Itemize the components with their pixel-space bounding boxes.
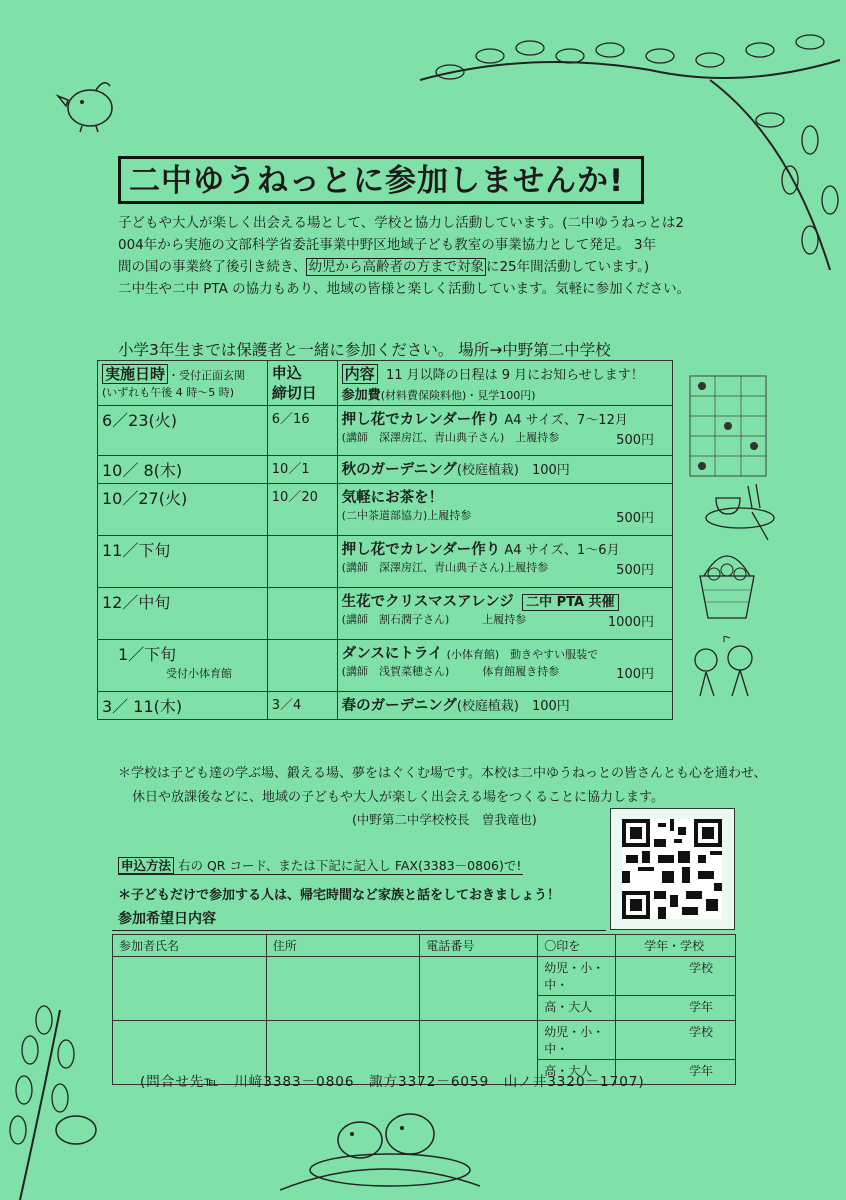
deadline-header-label: 申込 — [271, 364, 302, 382]
form-header: 住所 — [266, 935, 420, 957]
event-date: 1／下旬 — [118, 645, 177, 664]
date-header-label: 実施日時 — [102, 364, 168, 384]
circle-options[interactable]: 幼児・小・中・ — [538, 957, 616, 996]
date-header-cell — [98, 361, 268, 406]
form-row — [113, 957, 736, 996]
phone-field[interactable] — [420, 957, 538, 1021]
deadline-header-label: 締切日 — [271, 384, 317, 402]
principal-message — [118, 762, 767, 810]
fee-header-note: (材料費保険料他)・見学100円) — [380, 389, 536, 402]
application-method-text: 右の QR コード、または下記に記入し FAX(3383－0806)で! — [178, 858, 522, 873]
grade-field[interactable]: 学年 — [616, 1060, 736, 1085]
event-detail: (講師 割石潤子さん) 上履持参 — [341, 613, 527, 626]
content-header-cell — [337, 361, 672, 406]
event-date: 6／23(火) — [102, 411, 178, 430]
principal-signature: (中野第二中学校校長 曽我竜也) — [352, 812, 537, 827]
table-row — [98, 588, 673, 640]
qr-code[interactable] — [610, 808, 735, 930]
event-date: 3／ 11(木) — [102, 697, 183, 716]
event-title: 春のガーデニング — [341, 698, 457, 714]
intro-line: 004年から実施の文部科学省委託事業中野区地域子ども教室の事業協力として発足。 3年 — [118, 237, 657, 253]
event-title: 押し花でカレンダー作り — [341, 542, 501, 558]
calendar-illustration — [686, 372, 770, 482]
form-header: 〇印を — [538, 935, 616, 957]
table-row — [98, 692, 673, 720]
flower-basket-illustration — [690, 540, 764, 622]
intro-line: 二中生や二中 PTA の協力もあり、地域の皆様と楽しく活動しています。気軽に参加ください。 — [118, 281, 691, 297]
time-note: (いずれも午後 4 時～5 時) — [102, 386, 235, 399]
intro-text: 間の国の事業終了後引き続き、 — [118, 259, 307, 275]
event-extra: A4 サイズ、7～12月 — [504, 413, 628, 428]
intro-line — [118, 256, 728, 278]
event-date-note: 受付小体育館 — [166, 667, 232, 680]
message-line: ＊学校は子ども達の学ぶ場、鍛える場、夢をはぐくむ場です。本校は二中ゆうねっとの皆さんとも心を通わせ、 — [118, 766, 767, 781]
pta-cohost-badge: 二中 PTA 共催 — [522, 594, 619, 611]
bird-illustration-top-left — [52, 72, 122, 134]
event-deadline: 10／1 — [271, 462, 310, 477]
schedule-header-row — [98, 361, 673, 406]
event-date: 10／27(火) — [102, 489, 188, 508]
event-date: 11／下旬 — [102, 541, 171, 560]
event-title: 気軽にお茶を！ — [341, 490, 444, 506]
form-header: 電話番号 — [420, 935, 538, 957]
event-price: 100円 — [616, 667, 654, 682]
form-header: 参加者氏名 — [113, 935, 267, 957]
form-header: 学年・学校 — [616, 935, 736, 957]
application-form-table — [112, 934, 736, 1085]
event-deadline: 3／4 — [271, 698, 302, 713]
event-detail: (講師 深澤房江、青山典子さん)上履持参 — [341, 561, 549, 574]
birds-nest-illustration — [280, 1090, 480, 1200]
event-price: 500円 — [616, 433, 654, 448]
name-field[interactable] — [113, 957, 267, 1021]
form-header-row — [113, 935, 736, 957]
event-date: 12／中旬 — [102, 593, 171, 612]
event-deadline: 6／16 — [271, 412, 310, 427]
schedule-table — [97, 360, 673, 720]
contact-info: (問合せ先℡ 川﨑3383－0806 諏方3372－6059 山ノ井3320－1707) — [140, 1074, 645, 1090]
intro-text: に25年間活動しています。) — [485, 259, 650, 275]
message-line: 休日や放課後などに、地域の子どもや大人が楽しく出会える場をつくることに協力します。 — [132, 790, 664, 805]
event-extra: (校庭植栽) 100円 — [456, 699, 570, 714]
application-method-label: 申込方法 — [118, 857, 174, 874]
school-field[interactable]: 学校 — [616, 957, 736, 996]
event-title: 生花でクリスマスアレンジ — [341, 594, 514, 610]
table-row — [98, 456, 673, 484]
circle-options[interactable]: 幼児・小・中・ — [538, 1021, 616, 1060]
table-row — [98, 484, 673, 536]
content-header-note: 11 月以降の日程は 9 月にお知らせします！ — [385, 368, 644, 383]
fee-header-label: 参加費 — [341, 388, 381, 403]
event-title: 押し花でカレンダー作り — [341, 412, 501, 428]
intro-highlight: 幼児から高齢者の方まで対象 — [308, 259, 484, 275]
deadline-header-cell — [267, 361, 337, 406]
table-row — [98, 406, 673, 456]
wish-title: 参加希望日内容 — [118, 911, 216, 927]
event-price: 500円 — [616, 511, 654, 526]
event-extra: A4 サイズ、1～6月 — [504, 543, 620, 558]
content-header-label: 内容 — [342, 364, 378, 384]
event-title: 秋のガーデニング — [341, 462, 457, 478]
form-row — [113, 1021, 736, 1060]
event-extra: (校庭植栽) 100円 — [456, 463, 570, 478]
dancing-kids-illustration — [684, 636, 764, 702]
event-detail: (二中茶道部協力)上履持参 — [341, 509, 472, 522]
school-field[interactable]: 学校 — [616, 1021, 736, 1060]
event-deadline: 10／20 — [271, 490, 318, 505]
date-header-note: ・受付正面玄関 — [168, 369, 246, 382]
event-price: 1000円 — [607, 615, 654, 630]
wish-divider — [112, 930, 606, 931]
circle-options[interactable]: 高・大人 — [538, 1060, 616, 1085]
grade-field[interactable]: 学年 — [616, 996, 736, 1021]
application-method — [118, 856, 523, 875]
circle-options[interactable]: 高・大人 — [538, 996, 616, 1021]
leafy-branch-bottom-left — [0, 990, 130, 1200]
event-price: 500円 — [616, 563, 654, 578]
address-field[interactable] — [266, 957, 420, 1021]
event-detail: (講師 浅賀菜穂さん) 体育館履き持参 — [341, 665, 560, 678]
event-date: 10／ 8(木) — [102, 461, 183, 480]
qr-code-image — [621, 819, 723, 919]
intro-line: 子どもや大人が楽しく出会える場として、学校と協力し活動しています。(二中ゆうねっとは2 — [118, 215, 685, 231]
event-extra: (小体育館) 動きやすい服装で — [446, 648, 599, 661]
table-row — [98, 536, 673, 588]
kids-note: ＊子どもだけで参加する人は、帰宅時間など家族と話をしておきましょう！ — [118, 888, 561, 903]
participation-note: 小学3年生までは保護者と一緒に参加ください。 場所→中野第二中学校 — [118, 341, 611, 359]
tea-set-illustration — [702, 478, 778, 542]
event-title: ダンスにトライ — [341, 646, 443, 662]
event-detail: (講師 深澤房江、青山典子さん) 上履持参 — [341, 431, 560, 444]
table-row — [98, 640, 673, 692]
intro-paragraph — [118, 212, 728, 300]
page-title: 二中ゆうねっとに参加しませんか! — [118, 156, 644, 204]
